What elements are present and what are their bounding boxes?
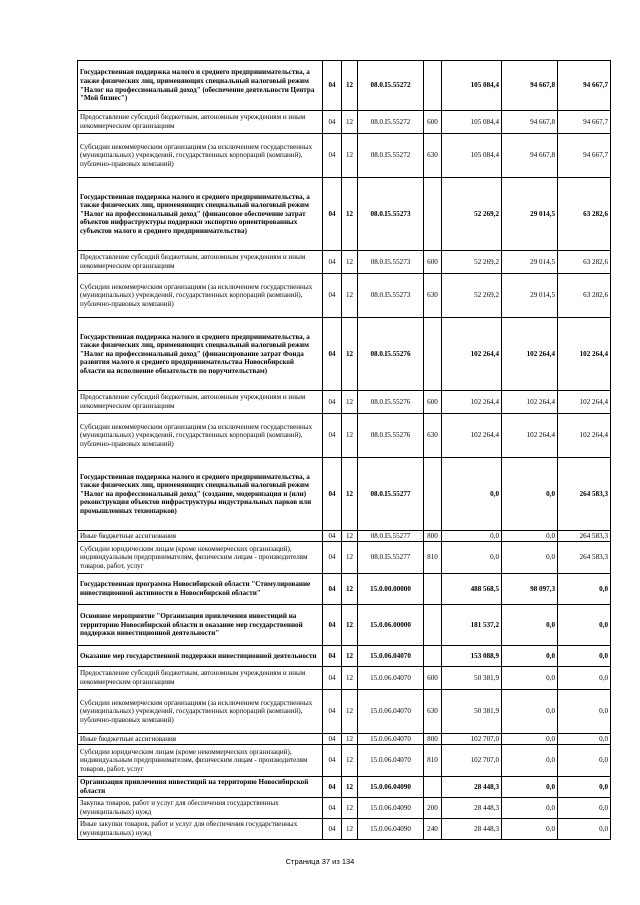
row-expense-type: 240 [424,819,442,840]
row-amount-year3: 0,0 [558,690,611,734]
row-expense-type: 200 [424,798,442,819]
row-name: Предоставление субсидий бюджетным, автономным учреждениям и иным некоммерческим организациям [78,667,323,690]
row-target-article: 08.0.I5.55276 [358,414,424,458]
row-expense-type: 630 [424,690,442,734]
row-amount-year3: 264 583,3 [558,531,611,542]
row-name: Иные закупки товаров, работ и услуг для обеспечения государственных (муниципальных) нужд [78,819,323,840]
row-amount-year2: 0,0 [502,745,558,777]
row-section: 04 [323,178,342,251]
row-name: Государственная программа Новосибирской области "Стимулирование инвестиционной активности в Новосибирской области" [78,574,323,605]
row-name: Оказание мер государственной поддержки инвестиционной деятельности [78,646,323,667]
row-expense-type: 600 [424,667,442,690]
table-row [78,734,611,745]
row-amount-year1: 105 084,4 [442,134,502,178]
row-section: 04 [323,251,342,274]
row-target-article: 15.0.06.00000 [358,605,424,646]
row-amount-year1: 28 448,3 [442,819,502,840]
row-amount-year2: 0,0 [502,734,558,745]
row-amount-year3: 264 583,3 [558,458,611,531]
row-section: 04 [323,542,342,574]
row-name: Предоставление субсидий бюджетным, автономным учреждениям и иным некоммерческим организациям [78,111,323,134]
row-amount-year2: 0,0 [502,542,558,574]
row-name: Субсидии юридическим лицам (кроме некоммерческих организаций), индивидуальным предпринимателям, физическим лицам - производителям товаров, работ, услуг [78,745,323,777]
row-amount-year3: 0,0 [558,798,611,819]
row-amount-year1: 52 269,2 [442,274,502,318]
row-expense-type: 800 [424,531,442,542]
row-amount-year1: 28 448,3 [442,798,502,819]
row-target-article: 08.0.I5.55276 [358,318,424,391]
row-amount-year2: 94 667,8 [502,61,558,111]
row-subsection: 12 [342,777,358,798]
table-row [78,458,611,531]
row-amount-year1: 50 381,9 [442,690,502,734]
row-amount-year2: 0,0 [502,819,558,840]
row-name: Субсидии некоммерческим организациям (за исключением государственных (муниципальных) учреждений, государственных корпораций (компаний), публично-правовых компаний) [78,134,323,178]
row-amount-year3: 264 583,3 [558,542,611,574]
row-expense-type [424,605,442,646]
row-target-article: 15.0.06.04070 [358,646,424,667]
row-target-article: 15.0.06.04070 [358,745,424,777]
row-subsection: 12 [342,61,358,111]
row-amount-year1: 102 264,4 [442,391,502,414]
row-amount-year2: 0,0 [502,690,558,734]
row-subsection: 12 [342,798,358,819]
row-subsection: 12 [342,574,358,605]
row-expense-type: 810 [424,542,442,574]
row-amount-year3: 102 264,4 [558,391,611,414]
table-row [78,798,611,819]
row-target-article: 08.0.I5.55272 [358,61,424,111]
row-subsection: 12 [342,819,358,840]
row-amount-year1: 102 707,0 [442,745,502,777]
row-section: 04 [323,111,342,134]
row-subsection: 12 [342,251,358,274]
row-subsection: 12 [342,178,358,251]
row-amount-year1: 0,0 [442,458,502,531]
row-amount-year2: 0,0 [502,798,558,819]
row-target-article: 08.0.I5.55272 [358,134,424,178]
row-amount-year1: 488 568,5 [442,574,502,605]
row-name: Основное мероприятие "Организация привлечения инвестиций на территорию Новосибирской области и оказание мер государственной поддержки инвестиционной деятельности" [78,605,323,646]
row-amount-year3: 0,0 [558,605,611,646]
row-amount-year3: 102 264,4 [558,318,611,391]
row-subsection: 12 [342,605,358,646]
table-row [78,745,611,777]
row-subsection: 12 [342,111,358,134]
row-name: Субсидии некоммерческим организациям (за исключением государственных (муниципальных) учреждений, государственных корпораций (компаний), публично-правовых компаний) [78,274,323,318]
row-target-article: 08.0.I5.55272 [358,111,424,134]
row-expense-type: 600 [424,391,442,414]
row-amount-year1: 0,0 [442,531,502,542]
row-name: Предоставление субсидий бюджетным, автономным учреждениям и иным некоммерческим организациям [78,391,323,414]
table-row [78,819,611,840]
table-row [78,274,611,318]
row-section: 04 [323,745,342,777]
row-subsection: 12 [342,734,358,745]
row-amount-year1: 52 269,2 [442,251,502,274]
row-name: Организация привлечения инвестиций на территорию Новосибирской области [78,777,323,798]
row-amount-year2: 0,0 [502,458,558,531]
row-expense-type: 630 [424,274,442,318]
row-amount-year1: 102 707,0 [442,734,502,745]
row-amount-year2: 98 097,3 [502,574,558,605]
page-number: Страница 37 из 134 [285,857,355,866]
row-expense-type [424,646,442,667]
row-target-article: 08.0.I5.55277 [358,531,424,542]
row-name: Субсидии некоммерческим организациям (за исключением государственных (муниципальных) учреждений, государственных корпораций (компаний), публично-правовых компаний) [78,690,323,734]
row-subsection: 12 [342,745,358,777]
row-name: Субсидии некоммерческим организациям (за исключением государственных (муниципальных) учреждений, государственных корпораций (компаний), публично-правовых компаний) [78,414,323,458]
row-amount-year3: 63 282,6 [558,274,611,318]
row-amount-year1: 28 448,3 [442,777,502,798]
table-row [78,178,611,251]
row-amount-year3: 94 667,7 [558,111,611,134]
row-name: Закупка товаров, работ и услуг для обеспечения государственных (муниципальных) нужд [78,798,323,819]
row-amount-year1: 0,0 [442,542,502,574]
row-name: Предоставление субсидий бюджетным, автономным учреждениям и иным некоммерческим организациям [78,251,323,274]
row-expense-type [424,318,442,391]
row-amount-year1: 105 084,4 [442,61,502,111]
row-amount-year2: 102 264,4 [502,414,558,458]
row-subsection: 12 [342,690,358,734]
row-section: 04 [323,819,342,840]
table-row [78,605,611,646]
row-expense-type: 630 [424,134,442,178]
row-expense-type [424,574,442,605]
row-section: 04 [323,414,342,458]
table-row [78,134,611,178]
row-name: Государственная поддержка малого и среднего предпринимательства, а также физических лиц, применяющих специальный налоговый режим "Налог на профессиональный доход" (финансовое обеспечение затрат объектов инфраструктуры поддержки экспортно ориентированных субъектов малого и среднего предпринимательства) [78,178,323,251]
row-subsection: 12 [342,391,358,414]
row-amount-year3: 0,0 [558,574,611,605]
row-amount-year3: 94 667,7 [558,61,611,111]
table-row [78,251,611,274]
table-row [78,574,611,605]
row-amount-year2: 0,0 [502,777,558,798]
row-name: Государственная поддержка малого и среднего предпринимательства, а также физических лиц, применяющих специальный налоговый режим "Налог на профессиональный доход" (финансирование затрат Фонда развития малого и среднего предпринимательства Новосибирской области на исполнение обязательств по поручительствам) [78,318,323,391]
row-section: 04 [323,574,342,605]
table-row [78,531,611,542]
row-section: 04 [323,61,342,111]
row-target-article: 08.0.I5.55273 [358,251,424,274]
row-expense-type: 600 [424,251,442,274]
table-row [78,111,611,134]
row-amount-year3: 0,0 [558,646,611,667]
budget-table [77,60,611,840]
row-target-article: 08.0.I5.55273 [358,274,424,318]
row-section: 04 [323,458,342,531]
row-amount-year2: 94 667,8 [502,111,558,134]
table-row [78,646,611,667]
row-subsection: 12 [342,318,358,391]
row-section: 04 [323,318,342,391]
row-amount-year2: 102 264,4 [502,391,558,414]
row-subsection: 12 [342,531,358,542]
row-amount-year2: 102 264,4 [502,318,558,391]
row-target-article: 15.0.06.04090 [358,777,424,798]
row-amount-year2: 0,0 [502,646,558,667]
row-subsection: 12 [342,542,358,574]
row-section: 04 [323,391,342,414]
row-target-article: 15.0.06.04090 [358,798,424,819]
row-name: Государственная поддержка малого и среднего предпринимательства, а также физических лиц, применяющих специальный налоговый режим "Налог на профессиональный доход" (создание, модернизация и (или) реконструкция объектов инфраструктуры индустриальных парков или промышленных технопарков) [78,458,323,531]
row-target-article: 08.0.I5.55277 [358,542,424,574]
row-amount-year3: 63 282,6 [558,251,611,274]
row-subsection: 12 [342,414,358,458]
row-amount-year3: 102 264,4 [558,414,611,458]
row-amount-year2: 0,0 [502,667,558,690]
table-row [78,667,611,690]
row-amount-year1: 181 537,2 [442,605,502,646]
row-amount-year3: 63 282,6 [558,178,611,251]
row-amount-year3: 94 667,7 [558,134,611,178]
table-row [78,542,611,574]
row-amount-year1: 50 381,9 [442,667,502,690]
row-expense-type: 810 [424,745,442,777]
row-section: 04 [323,605,342,646]
row-section: 04 [323,777,342,798]
row-target-article: 08.0.I5.55276 [358,391,424,414]
row-expense-type [424,458,442,531]
row-name: Иные бюджетные ассигнования [78,531,323,542]
row-amount-year1: 52 269,2 [442,178,502,251]
table-row [78,391,611,414]
row-amount-year3: 0,0 [558,734,611,745]
row-subsection: 12 [342,667,358,690]
row-subsection: 12 [342,274,358,318]
row-expense-type [424,178,442,251]
row-target-article: 15.0.06.04070 [358,734,424,745]
row-amount-year3: 0,0 [558,745,611,777]
table-row [78,61,611,111]
row-target-article: 15.0.06.04090 [358,819,424,840]
table-row [78,414,611,458]
row-section: 04 [323,690,342,734]
row-section: 04 [323,531,342,542]
row-amount-year1: 105 084,4 [442,111,502,134]
row-amount-year2: 29 014,5 [502,251,558,274]
row-name: Субсидии юридическим лицам (кроме некоммерческих организаций), индивидуальным предпринимателям, физическим лицам - производителям товаров, работ, услуг [78,542,323,574]
table-row [78,318,611,391]
row-name: Государственная поддержка малого и среднего предпринимательства, а также физических лиц, применяющих специальный налоговый режим "Налог на профессиональный доход" (обеспечение деятельности Центра "Мой бизнес") [78,61,323,111]
row-expense-type: 800 [424,734,442,745]
row-section: 04 [323,134,342,178]
row-target-article: 15.0.00.00000 [358,574,424,605]
row-subsection: 12 [342,646,358,667]
row-expense-type [424,61,442,111]
row-section: 04 [323,734,342,745]
row-target-article: 08.0.I5.55277 [358,458,424,531]
row-subsection: 12 [342,134,358,178]
row-expense-type [424,777,442,798]
row-amount-year1: 153 088,9 [442,646,502,667]
row-subsection: 12 [342,458,358,531]
row-target-article: 08.0.I5.55273 [358,178,424,251]
row-amount-year1: 102 264,4 [442,318,502,391]
row-amount-year2: 29 014,5 [502,178,558,251]
row-section: 04 [323,274,342,318]
row-expense-type: 600 [424,111,442,134]
row-target-article: 15.0.06.04070 [358,690,424,734]
table-row [78,777,611,798]
row-amount-year1: 102 264,4 [442,414,502,458]
row-name: Иные бюджетные ассигнования [78,734,323,745]
row-section: 04 [323,798,342,819]
row-amount-year2: 0,0 [502,531,558,542]
row-amount-year3: 0,0 [558,777,611,798]
row-target-article: 15.0.06.04070 [358,667,424,690]
row-section: 04 [323,667,342,690]
row-amount-year3: 0,0 [558,667,611,690]
row-amount-year3: 0,0 [558,819,611,840]
row-amount-year2: 0,0 [502,605,558,646]
row-amount-year2: 29 014,5 [502,274,558,318]
row-expense-type: 630 [424,414,442,458]
row-amount-year2: 94 667,8 [502,134,558,178]
row-section: 04 [323,646,342,667]
table-row [78,690,611,734]
